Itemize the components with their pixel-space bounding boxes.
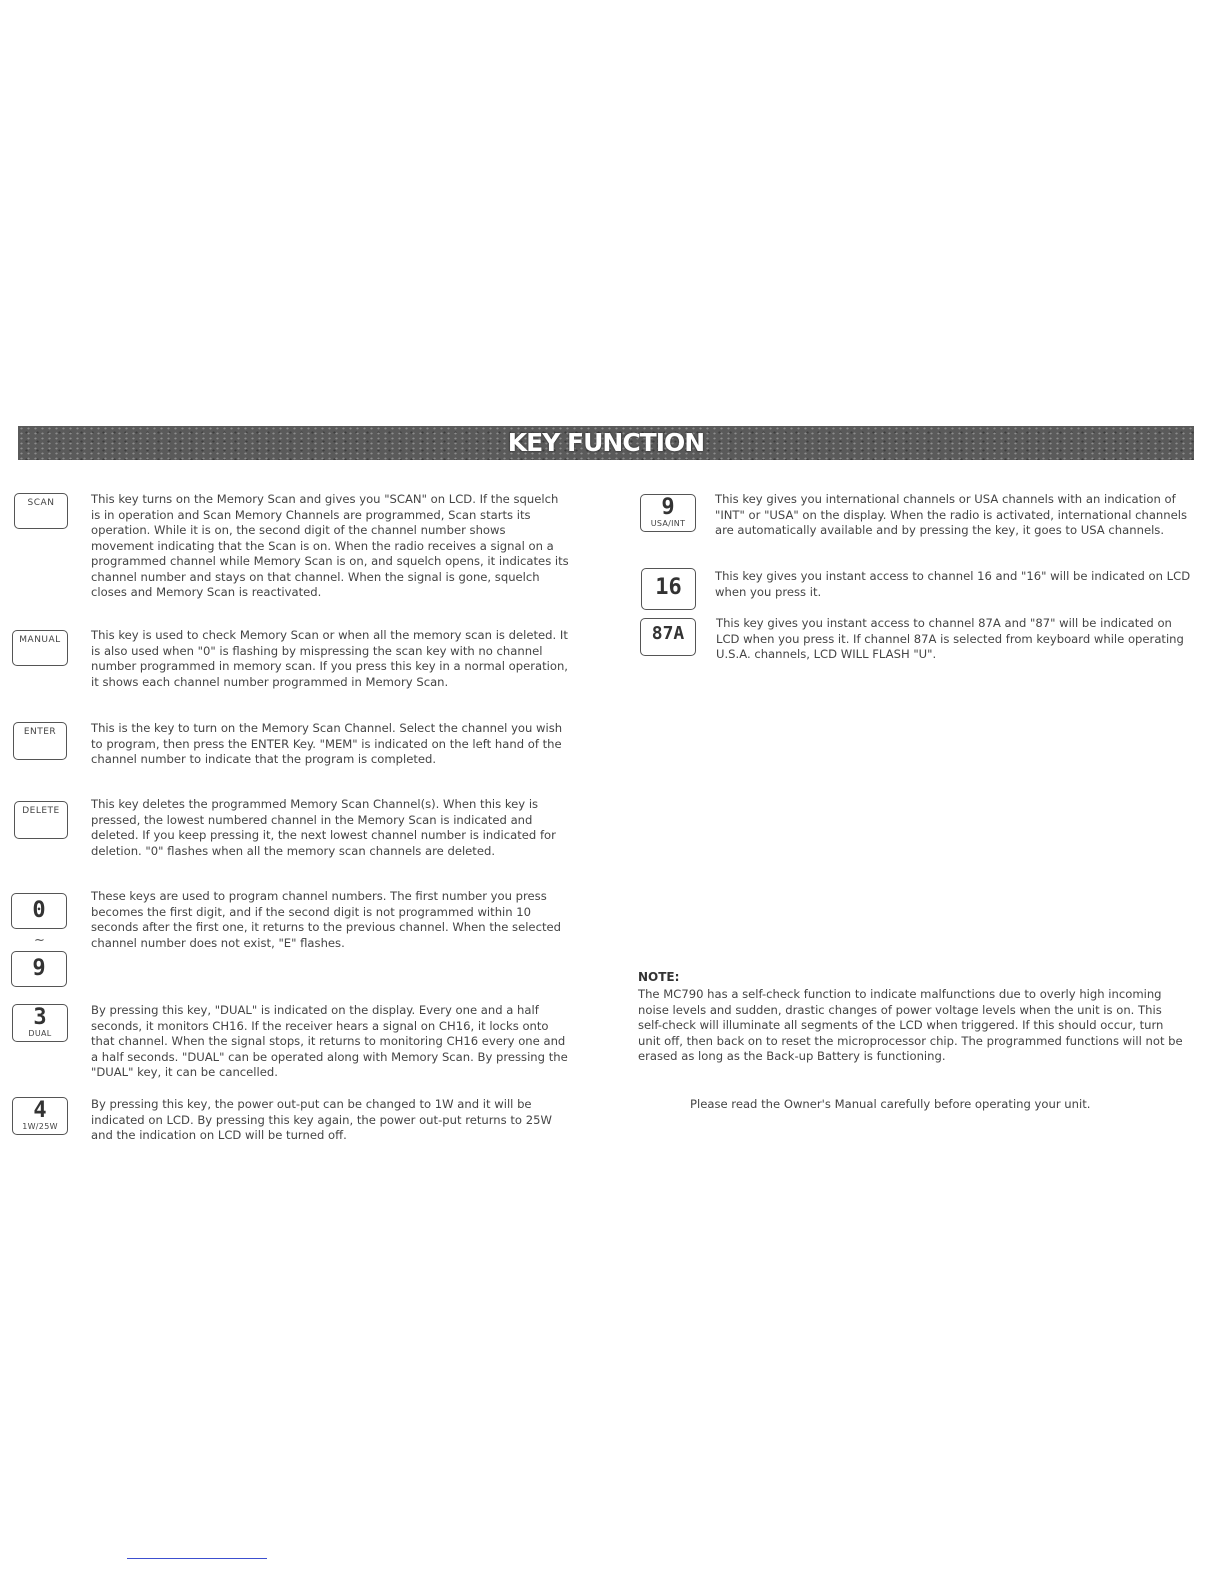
power-key-digit: 4 <box>33 1098 47 1123</box>
digit-9-key-label: 9 <box>32 956 46 981</box>
power-key-sublabel: 1W/25W <box>22 1122 58 1131</box>
digit-0-key-label: 0 <box>32 898 46 923</box>
scan-key-icon <box>14 493 68 529</box>
usa-int-key-sublabel: USA/INT <box>650 519 686 528</box>
delete-key-label: DELETE <box>22 806 60 816</box>
delete-key-icon <box>14 801 68 839</box>
manual-key-description: This key is used to check Memory Scan or when all the memory scan is deleted. It is also used when "0" is flashing by mispressing the scan key with no channel number programmed in memory scan. If you press this key in a normal operation, it shows each channel number programmed in Memory Scan. <box>91 628 568 689</box>
enter-key-description: This is the key to turn on the Memory Scan Channel. Select the channel you wish to program, then press the ENTER Key. "MEM" is indicated on the left hand of the channel number to indicate that the program is completed. <box>91 721 563 766</box>
range-mark: ~ <box>34 933 45 948</box>
power-key-icon <box>12 1097 68 1135</box>
scan-key-label: SCAN <box>27 498 55 508</box>
closing-instruction: Please read the Owner's Manual carefully before operating your unit. <box>690 1097 1091 1111</box>
channel-87a-key-icon <box>640 618 696 656</box>
channel-87a-key-label: 87A <box>651 623 685 644</box>
footer-divider <box>127 1558 267 1559</box>
digit-9-key-icon <box>11 951 67 987</box>
delete-key-description: This key deletes the programmed Memory Scan Channel(s). When this key is pressed, the lowest numbered channel in the Memory Scan is indicated and deleted. If you keep pressing it, the next lowest channel number is indicated for deletion. "0" flashes when all the memory scan channels are deleted. <box>91 797 556 858</box>
dual-key-description: By pressing this key, "DUAL" is indicated on the display. Every one and a half seconds, it monitors CH16. If the receiver hears a signal on CH16, it locks onto that channel. When the signal stops, it returns to monitoring CH16 every one and a half seconds. "DUAL" can be operated along with Memory Scan. By pressing the "DUAL" key, it can be cancelled. <box>91 1003 568 1079</box>
power-key-description: By pressing this key, the power out-put can be changed to 1W and it will be indicated on LCD. By pressing this key again, the power out-put returns to 25W and the indication on LCD will be turned off. <box>91 1097 552 1142</box>
enter-key-icon <box>13 722 67 760</box>
usa-int-key-icon <box>640 494 696 532</box>
dual-key-sublabel: DUAL <box>28 1029 52 1038</box>
digit-0-key-icon <box>11 893 67 929</box>
digit-keys-description: These keys are used to program channel numbers. The first number you press becomes the first digit, and if the second digit is not programmed within 10 seconds after the first one, it returns to the previous channel. When the selected channel number does not exist, "E" flashes. <box>91 889 561 950</box>
channel-87a-key-description: This key gives you instant access to channel 87A and "87" will be indicated on LCD when you press it. If channel 87A is selected from keyboard while operating U.S.A. channels, LCD WILL FLASH "U". <box>716 616 1184 661</box>
dual-key-icon <box>12 1004 68 1042</box>
manual-key-label: MANUAL <box>19 635 61 645</box>
usa-int-key-digit: 9 <box>661 495 675 520</box>
note-heading: NOTE: <box>638 970 680 984</box>
note-text: The MC790 has a self-check function to indicate malfunctions due to overly high incoming noise levels and sudden, drastic changes of power voltage levels when the unit is on. This self-check will illuminate all segments of the LCD when triggered. If this should occur, turn unit off, then back on to reset the microprocessor chip. The programmed functions will not be erased as long as the Back-up Battery is functioning. <box>638 987 1183 1063</box>
enter-key-label: ENTER <box>23 727 57 737</box>
dual-key-digit: 3 <box>33 1005 47 1030</box>
channel-16-key-icon <box>641 568 696 610</box>
manual-key-icon <box>12 630 68 666</box>
usa-int-key-description: This key gives you international channels or USA channels with an indication of "INT" or "USA" on the display. When the radio is activated, international channels are automatically available and by pressing the key, it goes to USA channels. <box>715 492 1188 537</box>
channel-16-key-description: This key gives you instant access to channel 16 and "16" will be indicated on LCD when you press it. <box>715 569 1191 599</box>
key-function-banner <box>18 426 1194 460</box>
page-title: KEY FUNCTION <box>507 428 705 457</box>
scan-key-description: This key turns on the Memory Scan and gives you "SCAN" on LCD. If the squelch is in operation and Scan Memory Channels are programmed, Scan starts its operation. While it is on, the second digit of the channel number shows movement indicating that the Scan is on. When the radio receives a signal on a programmed channel while Memory Scan is on, and squelch opens, it indicates its channel number and stays on that channel. When the signal is gone, squelch closes and Memory Scan is reactivated. <box>91 492 569 599</box>
channel-16-key-label: 16 <box>655 575 682 600</box>
